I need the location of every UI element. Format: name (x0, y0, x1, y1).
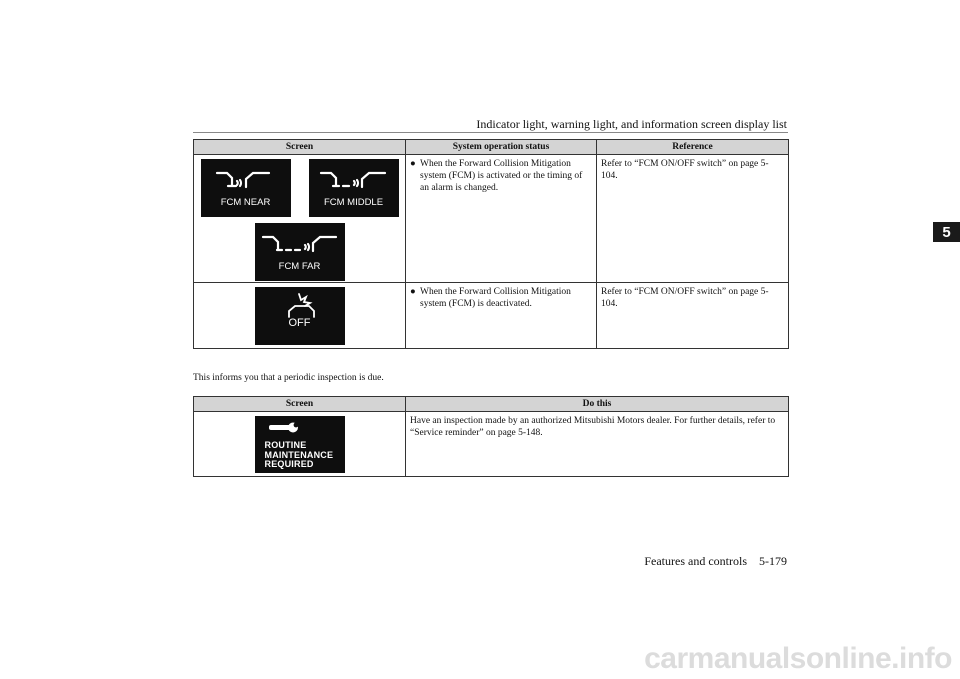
screen-cell (194, 412, 406, 477)
screen-cell (194, 283, 406, 349)
col-status: System operation status (406, 140, 597, 155)
fcm-off-display (255, 287, 345, 345)
maintenance-line: MAINTENANCE (264, 449, 334, 460)
car-distance-near-icon (201, 159, 291, 199)
intro-text: This informs you that a periodic inspection is due. (193, 373, 384, 383)
fcm-middle-label: FCM MIDDLE (323, 197, 384, 208)
maintenance-text (265, 441, 334, 470)
col-screen: Screen (194, 397, 406, 412)
table-row (194, 283, 789, 349)
bullet: ● (410, 159, 416, 169)
car-distance-far-icon (255, 223, 345, 263)
col-reference: Reference (597, 140, 789, 155)
fcm-near-label: FCM NEAR (220, 197, 271, 208)
wrench-icon (255, 416, 345, 440)
footer-page: 5-179 (759, 554, 787, 568)
table-row (194, 155, 789, 283)
maintenance-display (255, 416, 345, 473)
fcm-far-display (255, 223, 345, 281)
fcm-status-table (193, 139, 789, 349)
fcm-far-label: FCM FAR (278, 261, 321, 272)
table-header-row (194, 140, 789, 155)
watermark: carmanualsonline.info (644, 642, 952, 675)
header-rule (193, 132, 788, 133)
fcm-off-label: OFF (288, 317, 311, 329)
chapter-tab: 5 (933, 222, 960, 242)
table-row (194, 412, 789, 477)
bullet: ● (410, 287, 416, 297)
col-do-this: Do this (406, 397, 789, 412)
screen-cell (194, 155, 406, 283)
maintenance-line: ROUTINE (264, 440, 307, 450)
status-text: When the Forward Collision Mitigation system (FCM) is activated or the timing of an alarm is changed. (420, 159, 583, 193)
car-distance-middle-icon (309, 159, 399, 199)
status-cell (406, 155, 597, 283)
fcm-near-display (201, 159, 291, 217)
status-cell (406, 283, 597, 349)
reference-cell: Refer to “FCM ON/OFF switch” on page 5-104. (597, 283, 789, 349)
status-text: When the Forward Collision Mitigation system (FCM) is deactivated. (420, 287, 571, 309)
footer-section: Features and controls (644, 554, 747, 568)
maintenance-line: REQUIRED (264, 459, 314, 469)
reference-cell: Refer to “FCM ON/OFF switch” on page 5-104. (597, 155, 789, 283)
col-screen: Screen (194, 140, 406, 155)
table-header-row (194, 397, 789, 412)
action-cell: Have an inspection made by an authorized Mitsubishi Motors dealer. For further details, refer to “Service reminder” on page 5-148. (406, 412, 789, 477)
fcm-middle-display (309, 159, 399, 217)
page-footer (644, 554, 787, 569)
maintenance-table (193, 396, 789, 477)
header-title: Indicator light, warning light, and information screen display list (476, 117, 787, 131)
